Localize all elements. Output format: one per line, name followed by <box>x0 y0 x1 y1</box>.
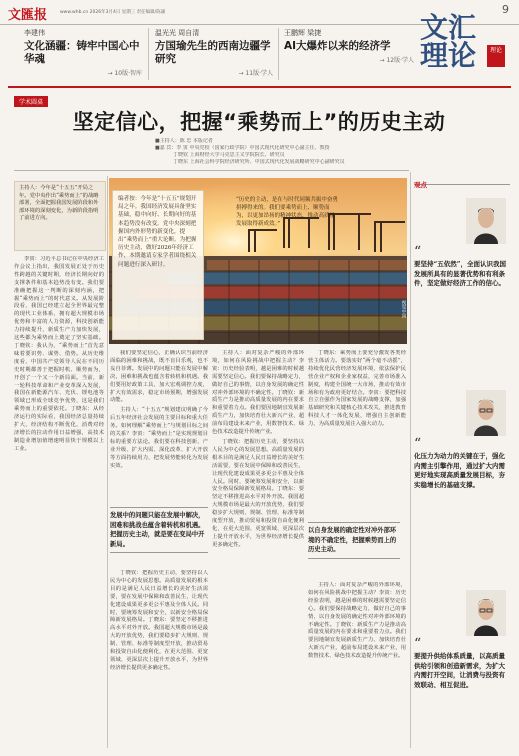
teaser-title: 方国瑜先生的西南边疆学研究 <box>155 40 271 65</box>
teaser-item-2[interactable] <box>155 28 273 77</box>
article-column-4-top <box>308 350 406 518</box>
sidebar-header <box>414 172 510 189</box>
editor-note-box <box>112 190 204 340</box>
editor-note-text: 编者按：今年是“十五五”规划开局之年。我国经济发展具备坚实基础，稳中向好、长期向好的基本趋势没有改变。党中央深刻把握国内外形势的新变化，提出“乘势而上”重大论断。为把握历史主动，做好2026年经济工作，本期邀请专家学者围绕相关问题进行深入研讨。 <box>118 196 197 268</box>
column-paragraph: 丁晓钦：把握历史主动，要坚持以人民为中心的发展思想。高质量发展的根本目的是满足人民日益增长的美好生活需要，要在发展中保障和改善民生，让现代化建设成果更多更公平惠及全体人民。同时，要统筹发展和安全，以新安全格局保障新发展格局。丁晓东：要坚定不移推进高水平对外开放。我国超大规模市场是最大的开放优势，我们要稳步扩大规则、规制、管理、标准等制度型开放，推动贸易和投资自由化便利化，在更大范围、更宽领域、更深层次上提升开放水平，为世界经济增长提供更多确定性。 <box>110 570 208 671</box>
teaser-title: 文化涵疆：铸牢中国心中华魂 <box>24 40 140 65</box>
credit-line: 丁晓东 上海社会科学院经济研究所、中国式现代化发展战略研究中心副研究员 <box>173 159 345 165</box>
credit-line: ■主持人：陈 忠 本版记者 <box>155 138 213 144</box>
divider <box>14 170 409 171</box>
article-column-1 <box>14 256 104 746</box>
credit-line: 丁晓钦 上海财经大学马克思主义学院院长、研究员 <box>173 152 285 158</box>
divider <box>410 172 411 748</box>
sidebar-quote-block-1 <box>414 198 510 289</box>
divider <box>107 176 108 748</box>
column-paragraph: 丁晓东：乘势而上要充分激发各类经营主体活力。要落实好“两个毫不动摇”，持续优化民营经济发展环境，依法保护民营企业产权和企业家权益，完善市场准入制度，构建全国统一大市场，推动有效市场和有为政府更好结合。李寅：要把科技自立自强作为国家发展的战略支撑，加强基础研究和关键核心技术攻关，推进教育科技人才一体化发展，增强自主创新能力，为高质量发展注入强大动力。 <box>308 350 406 428</box>
section-badge: 理论 <box>487 45 505 67</box>
quote-mark-icon: “ <box>414 244 422 260</box>
quote-mark-icon: “ <box>414 636 422 652</box>
page-number: 9 <box>502 3 509 16</box>
newspaper-masthead: 文匯报 <box>8 8 48 23</box>
sidebar-quote-block-2 <box>414 390 510 490</box>
column-paragraph: 丁晓钦：把握历史主动，要坚持以人民为中心的发展思想。高质量发展的根本目的是满足人民日益增长的美好生活需要，要在发展中保障和改善民生，让现代化建设成果更多更公平惠及全体人民。同时，要统筹发展和安全，以新安全格局保障新发展格局。丁晓东：要坚定不移推进高水平对外开放。我国超大规模市场是最大的开放优势，我们要稳步扩大规则、规制、管理、标准等制度型开放，推动贸易和投资自由化便利化，在更大范围、更宽领域、更深层次上提升开放水平，为世界经济增长提供更多确定性。 <box>212 438 304 548</box>
article-column-3 <box>212 350 304 748</box>
quote-mark-icon: “ <box>414 436 422 452</box>
header-rule <box>8 86 511 88</box>
sidebar-quote: 化压力为动力的关键在于，强化内需主引擎作用，通过扩大内需更好地实现高质量发展目标，夯实稳增长的基础支撑。 <box>414 452 505 489</box>
pull-quote-text: 发展中的问题只能在发展中解决，困难和挑战也蕴含着转机和机遇。把握历史主动，就是要在变局中开新局。 <box>110 512 205 548</box>
photo-credit: 视觉中国 <box>401 300 406 318</box>
column-paragraph: 李寅：习近平总书记在中央经济工作会议上指出，我国发展正处于历史性跨越的关键时期，经济长期向好的支撑条件和基本趋势没有变。我们要准确把握这一判断的深刻内涵，把握“乘势而上”的时代意义。从发展阶段看，我国已经建立起全世界最完整的现代工业体系，拥有超大规模市场优势和丰富的人力资源，科技创新能力持续提升，新质生产力加快发展，这些都为乘势而上奠定了坚实基础。丁晓钦：我认为，“乘势而上”首先意味着要识势、谋势、借势。从历史维度看，中国共产党领导人民在不同历史时期都善于把握时机、顺势而为，开创了一个又一个新局面。当前，新一轮科技革命和产业变革深入发展，我国在新能源汽车、光伏、锂电池等领域已形成全球竞争优势，这是我们乘势而上的重要依托。丁晓东：从经济运行的实际看，我国经济总量持续扩大，经济结构不断优化，消费对经济增长的拉动作用日益增强，高技术制造业增加值增速明显快于规模以上工业。 <box>14 256 104 452</box>
portrait-icon <box>466 590 506 636</box>
article-column-2-top <box>110 350 208 502</box>
sidebar-heading: 观点 <box>414 181 427 189</box>
sidebar-quote-block-3 <box>414 590 510 690</box>
divider <box>278 28 279 80</box>
teaser-item-3[interactable] <box>284 28 414 64</box>
pull-quote <box>308 522 400 559</box>
teaser-item-1[interactable] <box>24 28 142 77</box>
article-column-2-bottom <box>110 570 208 748</box>
article-tag: 学术圆桌 <box>14 96 48 107</box>
article-credits <box>155 138 495 166</box>
teaser-page-ref: → 10版·智库 <box>107 70 142 77</box>
credit-line: ■嘉 宾：李 寅 中央党校（国家行政学院）中国式现代化研究中心副主任、教授 <box>155 145 330 151</box>
column-paragraph: 主持人：“十五五”规划建议明确了今后五年经济社会发展的主要目标和重大任务。如何理解“乘势而上”与规划目标之间的关系？李寅：“乘势而上”是实现规划目标的重要方法论。我们要在科技创新、产业升级、扩大内需、深化改革、扩大开放等方面持续用力，把发展势能转化为发展实效。 <box>110 407 208 469</box>
sidebar-quote: 要提升供给体系质量，以高质量供给引领和创造新需求，为扩大内需打开空间，让消费与投资有效联动、相互促进。 <box>414 652 505 689</box>
column-paragraph: 主持人：面对复杂严峻的外部环境，如何在风险挑战中把握主动？李寅：历史经验表明，越是困难的时候越需要坚定信心。我们要保持战略定力，做好自己的事情，以自身发展的确定性对冲外部环境的不确定性。丁晓钦：新质生产力是推动高质量发展的内在要求和重要着力点。我们要因地制宜发展新质生产力，加快培育壮大新兴产业，超前布局建设未来产业，用数智技术、绿色技术改造提升传统产业。 <box>212 350 304 436</box>
pull-quote <box>110 507 208 553</box>
header-meta: www.whb.cn 2026年3月4日 星期三 责任编辑/陈谦 <box>60 10 166 15</box>
host-intro-text: 主持人：今年是“十五五”开局之年。党中央作出“乘势而上”的战略部署，全面把握我国发展阶段和外部环境的深刻变化，为新阶段指明了前进方向。 <box>19 185 99 222</box>
divider <box>148 28 149 80</box>
portrait-icon <box>466 390 506 436</box>
avatar <box>466 390 506 436</box>
portrait-icon <box>466 198 506 244</box>
teaser-author: 李建伟 <box>24 29 45 37</box>
article-column-4-bottom <box>308 582 406 748</box>
column-paragraph: 我们要坚定信心，正确认识当前经济面临的困难和挑战，既不盲目乐观，也不妄自菲薄。发展中的问题只能在发展中解决，困难和挑战也蕴含着转机和机遇。我们要用好政策工具，加大宏观调控力度，扩大有效需求，稳定市场预期，增强发展动能。 <box>110 350 208 404</box>
teaser-page-ref: → 11版·学人 <box>238 70 273 77</box>
pull-quote-text: 以自身发展的确定性对冲外部环境的不确定性，把握乘势而上的历史主动。 <box>308 527 397 554</box>
avatar <box>466 590 506 636</box>
host-intro-box <box>14 181 106 251</box>
teaser-page-ref: → 12版·学人 <box>379 57 414 64</box>
teaser-title: AI大爆炸以来的经济学 <box>284 40 391 52</box>
sidebar-quote: 要坚持“五依然”，全面认识我国发展所具有的显著优势和有利条件，坚定做好经济工作的信心。 <box>414 260 506 287</box>
photo-overlay-quote: “历史的主动，是在与时代同频共振中奋勇拼搏得来的。我们要乘势而上、顺势而为，以更加昂扬的精神状态，推动高质量发展取得新成效。” <box>236 197 338 227</box>
teaser-author: 王鹏辉 梁捷 <box>284 29 322 37</box>
teaser-author: 温光光 周自清 <box>155 29 200 37</box>
avatar <box>466 198 506 244</box>
article-headline: 坚定信心，把握“乘势而上”的历史主动 <box>72 110 446 134</box>
column-paragraph: 主持人：面对复杂严峻的外部环境，如何在风险挑战中把握主动？李寅：历史经验表明，越是困难的时候越需要坚定信心。我们要保持战略定力，做好自己的事情，以自身发展的确定性对冲外部环境的不确定性。丁晓钦：新质生产力是推动高质量发展的内在要求和重要着力点。我们要因地制宜发展新质生产力，加快培育壮大新兴产业，超前布局建设未来产业，用数智技术、绿色技术改造提升传统产业。 <box>308 582 406 660</box>
section-title: 文汇理论 <box>419 11 476 72</box>
